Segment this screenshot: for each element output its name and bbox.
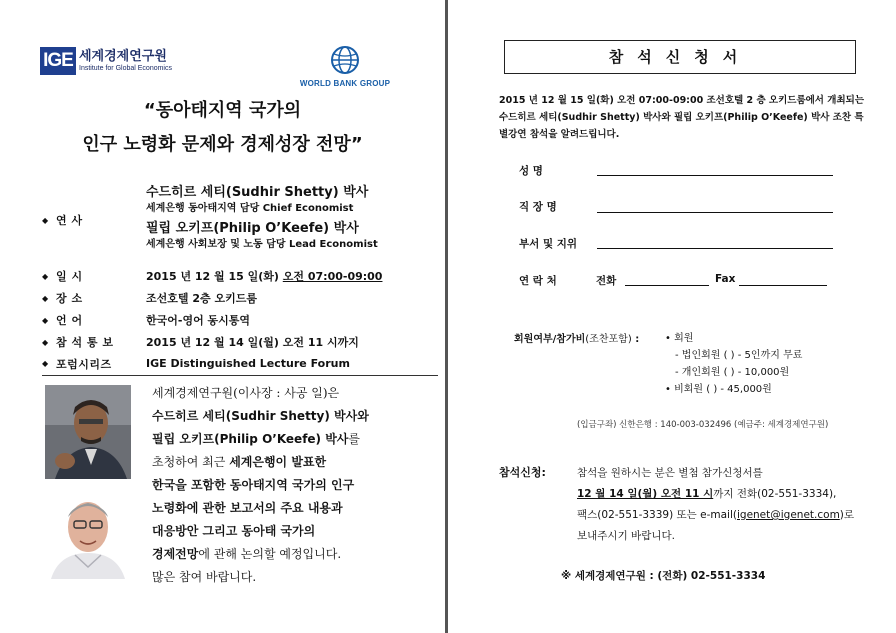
body-line: 노령화에 관한 보고서의 주요 내용과 bbox=[152, 501, 343, 515]
apply-line: 까지 전화(02-551-3334), bbox=[713, 488, 837, 500]
member-option: • 회원 bbox=[665, 333, 694, 344]
bullet-icon: ◆ bbox=[42, 271, 49, 281]
member-option[interactable]: - 법인회원 ( ) - 5인까지 무료 bbox=[675, 350, 803, 361]
bullet-icon: ◆ bbox=[42, 215, 49, 225]
ige-name-kr: 세계경제연구원 bbox=[79, 49, 167, 64]
fax-label: Fax bbox=[715, 273, 736, 285]
globe-icon bbox=[330, 45, 360, 75]
bullet-icon: ◆ bbox=[42, 359, 49, 369]
venue-label: 장 소 bbox=[56, 292, 83, 305]
rsvp-label: 참 석 통 보 bbox=[56, 336, 114, 349]
body-line: 한국을 포함한 동아태지역 국가의 인구 bbox=[152, 478, 355, 492]
body-line: 세계은행이 발표한 bbox=[229, 455, 327, 469]
ige-logo bbox=[40, 47, 172, 75]
company-field[interactable] bbox=[597, 212, 833, 213]
apply-line: 팩스(02-551-3339) 또는 e-mail( bbox=[577, 509, 737, 521]
speaker1-role: 세계은행 동아태지역 담당 Chief Economist bbox=[146, 203, 354, 214]
apply-line: 참석을 원하시는 분은 별첨 참가신청서를 bbox=[577, 467, 763, 479]
name-field[interactable] bbox=[597, 175, 833, 176]
phone-field[interactable] bbox=[625, 285, 709, 286]
language-label: 언 어 bbox=[56, 314, 83, 327]
bullet-icon: ◆ bbox=[42, 293, 49, 303]
body-line: 동아태 국가의 bbox=[241, 524, 316, 538]
membership-options bbox=[665, 330, 802, 398]
contact-info: ※ 세계경제연구원 : (전화) 02-551-3334 bbox=[561, 570, 766, 582]
dept-field[interactable] bbox=[597, 248, 833, 249]
time-value: 오전 07:00-09:00 bbox=[282, 270, 383, 283]
apply-line: 보내주시기 바랍니다. bbox=[577, 530, 675, 542]
body-line: 수드히르 세티(Sudhir Shetty) 박사와 bbox=[152, 409, 369, 423]
speaker-label: 연 사 bbox=[56, 214, 83, 227]
ige-logo-mark: IGE bbox=[40, 47, 76, 75]
speaker1-name: 수드히르 세티(Sudhir Shetty) 박사 bbox=[146, 185, 369, 200]
speaker2-name: 필립 오키프(Philip O’Keefe) 박사 bbox=[146, 221, 359, 236]
bullet-icon: ◆ bbox=[42, 315, 49, 325]
speaker2-role: 세계은행 사회보장 및 노동 담당 Lead Economist bbox=[146, 239, 378, 250]
apply-instructions bbox=[577, 463, 859, 547]
apply-email-link[interactable]: igenet@igenet.com bbox=[736, 509, 840, 521]
bank-info: (입금구좌) 신한은행 : 140-003-032496 (예금주: 세계경제연구원) bbox=[577, 420, 829, 430]
name-label: 성 명 bbox=[519, 165, 543, 177]
world-bank-name: WORLD BANK GROUP bbox=[299, 79, 391, 88]
body-line: 초청하여 최근 bbox=[152, 455, 230, 469]
phone-label: 전화 bbox=[596, 275, 617, 287]
body-line: 에 관해 논의할 예정입니다. bbox=[198, 547, 342, 561]
form-title: 참석신청서 bbox=[504, 40, 856, 74]
member-option[interactable]: • 비회원 ( ) - 45,000원 bbox=[665, 384, 772, 395]
body-line: 세계경제연구원(이사장 : 사공 일)은 bbox=[152, 386, 340, 400]
speaker2-photo bbox=[45, 487, 131, 579]
body-line: 경제전망 bbox=[152, 547, 199, 561]
fax-field[interactable] bbox=[739, 285, 827, 286]
company-label: 직 장 명 bbox=[519, 201, 557, 213]
forum-label: 포럼시리즈 bbox=[56, 357, 112, 371]
body-line: 많은 참여 바랍니다. bbox=[152, 570, 257, 584]
forum-value: IGE Distinguished Lecture Forum bbox=[146, 357, 350, 371]
language-value: 한국어-영어 동시통역 bbox=[146, 314, 251, 327]
venue-value: 조선호텔 2층 오키드룸 bbox=[146, 292, 257, 305]
date-value: 2015 년 12 월 15 일(화) bbox=[146, 270, 279, 283]
bullet-icon: ◆ bbox=[42, 337, 49, 347]
invitation-body bbox=[152, 382, 408, 589]
event-info-table bbox=[42, 175, 438, 376]
date-label: 일 시 bbox=[56, 270, 83, 283]
body-line: 를 bbox=[348, 432, 360, 446]
apply-line: )로 bbox=[839, 509, 855, 521]
left-page bbox=[0, 0, 445, 633]
right-page bbox=[449, 0, 896, 633]
speaker1-photo bbox=[45, 385, 131, 479]
body-line: 대응방안 그리고 bbox=[152, 524, 242, 538]
member-option[interactable]: - 개인회원 ( ) - 10,000원 bbox=[675, 367, 790, 378]
event-title-line1: “동아태지역 국가의 bbox=[143, 100, 302, 121]
rsvp-value: 2015 년 12 월 14 일(월) 오전 11 시까지 bbox=[146, 336, 359, 349]
apply-deadline: 12 월 14 일(월) 오전 11 시 bbox=[577, 488, 714, 500]
membership-label: 회원여부/참가비(조찬포함) : bbox=[514, 334, 640, 345]
contact-label: 연 락 처 bbox=[519, 275, 557, 287]
body-line: 필립 오키프(Philip O’Keefe) 박사 bbox=[152, 432, 349, 446]
apply-label: 참석신청: bbox=[499, 466, 546, 479]
event-title-line2: 인구 노령화 문제와 경제성장 전망” bbox=[82, 134, 363, 155]
world-bank-logo bbox=[290, 45, 400, 88]
page-divider bbox=[445, 0, 448, 633]
dept-label: 부서 및 지위 bbox=[519, 238, 578, 250]
ige-name-en: Institute for Global Economics bbox=[79, 65, 172, 72]
form-intro: 2015 년 12 월 15 일(화) 오전 07:00-09:00 조선호텔 2 층 오키드룸에서 개최되는 수드히르 세티(Sudhir Shetty) 박사와 필립 오키프(Philip O’Keefe) 박사 조찬 특별강연 참석을 알려드립니다. bbox=[499, 95, 865, 140]
